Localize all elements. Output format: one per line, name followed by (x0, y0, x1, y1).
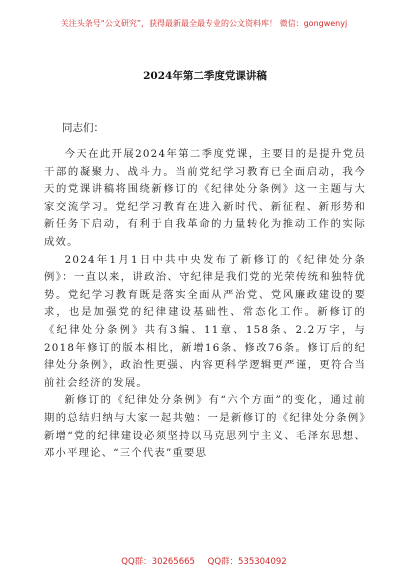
qq-group-1: QQ群：30265665 (121, 557, 195, 567)
qq-groups-footer (0, 555, 408, 567)
document-body (44, 146, 366, 463)
salutation: 同志们： (62, 122, 104, 134)
paragraph: 今天在此开展2024年第二季度党课，主要目的是提升党员干部的凝聚力、战斗力。当前党纪学习教育已全面启动，我今天的党课讲稿将围绕新修订的《纪律处分条例》这一主题与大家交流学习。党纪学习教育在进入新时代、新征程、新形势和新任务下启动，有利于自我革命的力量转化为推动工作的实际成效。 (44, 148, 366, 248)
document-title: 2024年第二季度党课讲稿 (143, 70, 267, 82)
paragraph: 2024年1月1日中共中央发布了新修订的《纪律处分条例》：一直以来，讲政治、守纪律是我们党的光荣传统和独特优势。党纪学习教育既是落实全面从严治党、党风廉政建设的要求，也是加强党的纪律建设基础性、常态化工作。新修订的《纪律处分条例》共有3编、11章、158条、2.2万字，与2018年修订的版本相比，新增16条、修改76条。修订后的纪律处分条例》，政治性更强、内容更科学逻辑更严谨，更符合当前社会经济的发展。 (44, 253, 366, 389)
paragraph: 新修订的《纪律处分条例》有“六个方面”的变化，通过前期的总结归纳与大家一起共勉：一是新修订的《纪律处分条例》新增“党的纪律建设必须坚持以马克思列宁主义、毛泽东思想、邓小平理论、“三个代表”重要思 (44, 394, 366, 460)
qq-group-2: QQ群：535304092 (207, 557, 287, 567)
promo-banner: 关注头条号“公文研究”，获得最新最全最专业的公文资料库！ 微信：gongwenyj (60, 19, 348, 28)
